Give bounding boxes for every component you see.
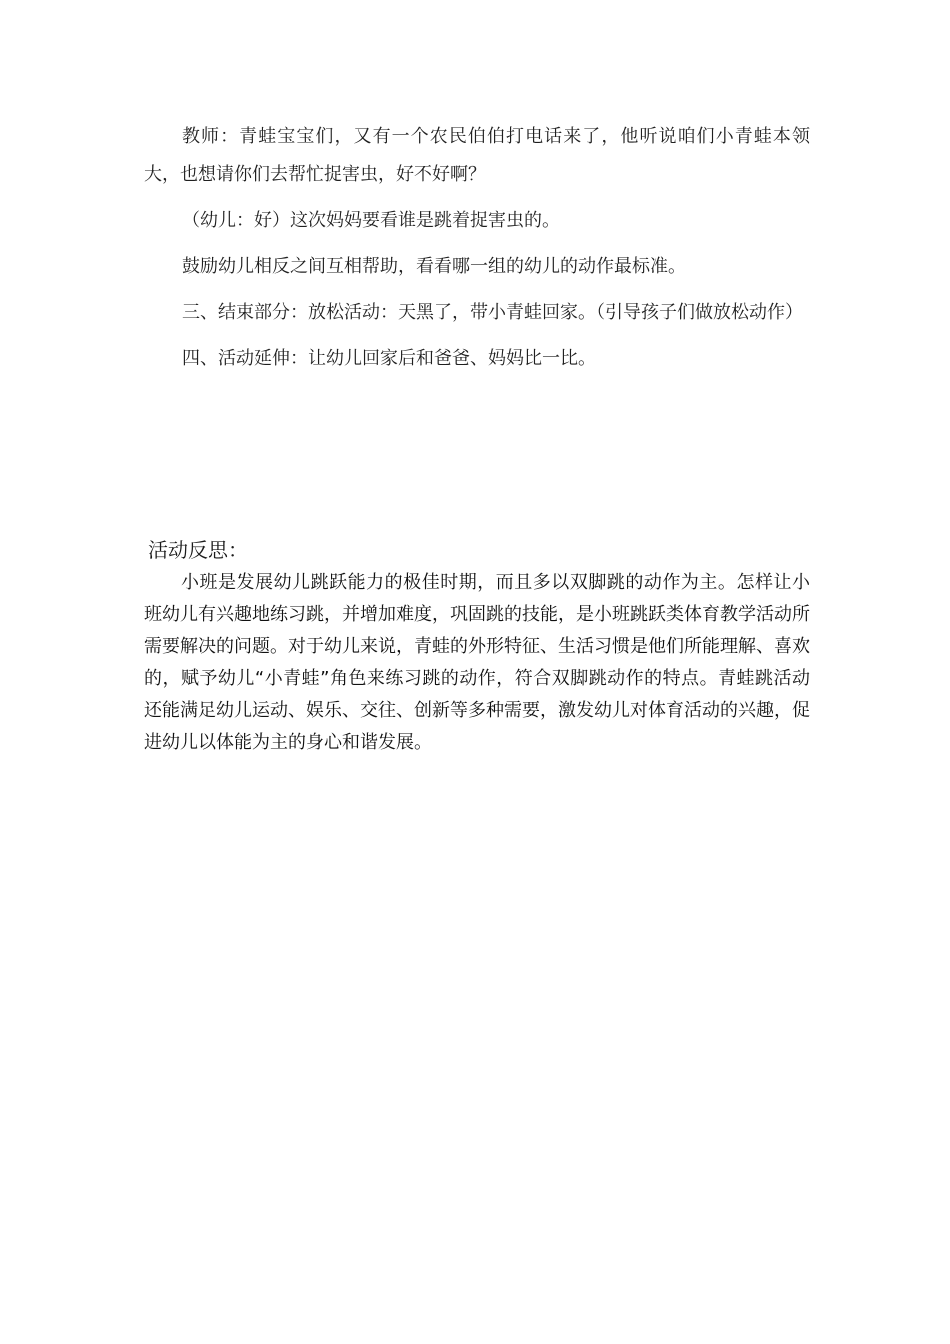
lesson-paragraph-teacher-call: 教师：青蛙宝宝们，又有一个农民伯伯打电话来了，他听说咱们小青蛙本领大，也想请你们去帮忙捉害虫，好不好啊？ — [144, 126, 810, 185]
lesson-paragraph-children-reply: （幼儿：好）这次妈妈要看谁是跳着捉害虫的。 — [182, 210, 560, 231]
reflection-heading: 活动反思： — [148, 538, 248, 562]
lesson-steps — [144, 118, 810, 378]
reflection-body: 小班是发展幼儿跳跃能力的极佳时期，而且多以双脚跳的动作为主。怎样让小班幼儿有兴趣地练习跳，并增加难度，巩固跳的技能，是小班跳跃类体育教学活动所需要解决的问题。对于幼儿来说，青蛙的外形特征、生活习惯是他们所能理解、喜欢的，赋予幼儿“小青蛙”角色来练习跳的动作，符合双脚跳动作的特点。青蛙跳活动还能满足幼儿运动、娱乐、交往、创新等多种需要，激发幼儿对体育活动的兴趣，促进幼儿以体能为主的身心和谐发展。 — [144, 572, 810, 753]
lesson-paragraph-extension: 四、活动延伸：让幼儿回家后和爸爸、妈妈比一比。 — [182, 348, 596, 369]
lesson-paragraph-ending: 三、结束部分：放松活动：天黑了，带小青蛙回家。（引导孩子们做放松动作） — [182, 302, 803, 323]
lesson-paragraph-encourage: 鼓励幼儿相反之间互相帮助，看看哪一组的幼儿的动作最标准。 — [182, 256, 686, 277]
